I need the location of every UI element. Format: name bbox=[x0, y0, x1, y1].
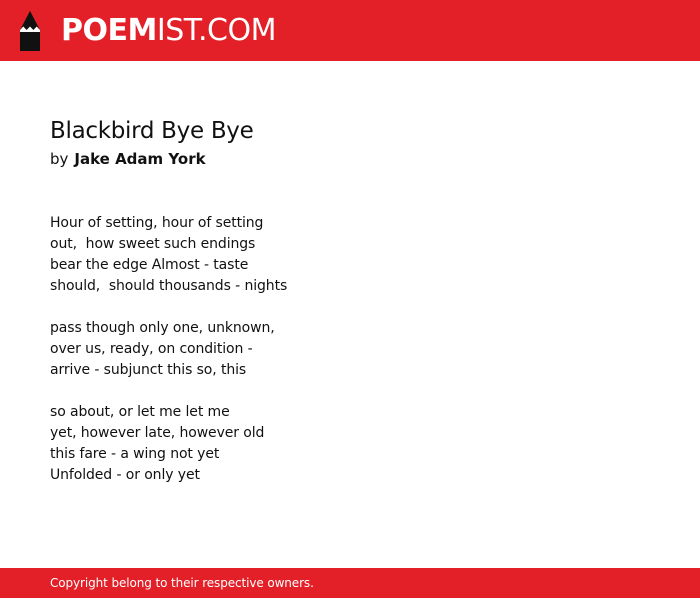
site-logo-link[interactable] bbox=[17, 9, 276, 53]
logo-light-text: IST.COM bbox=[156, 13, 276, 48]
poem-content bbox=[50, 116, 650, 507]
pencil-tip-icon bbox=[17, 10, 43, 52]
verse-line: yet, however late, however old bbox=[50, 425, 265, 441]
verse-line: this fare - a wing not yet bbox=[50, 446, 220, 462]
site-footer bbox=[0, 568, 700, 598]
verse-line: should, should thousands - nights bbox=[50, 278, 288, 294]
author-link[interactable]: Jake Adam York bbox=[74, 150, 206, 168]
stanza bbox=[50, 213, 650, 297]
verse-line: Unfolded - or only yet bbox=[50, 467, 200, 483]
poem-body bbox=[50, 213, 650, 486]
site-header bbox=[0, 0, 700, 61]
verse-line: over us, ready, on condition - bbox=[50, 341, 253, 357]
verse-line: so about, or let me let me bbox=[50, 404, 230, 420]
site-logo-text bbox=[61, 9, 276, 53]
verse-line: out, how sweet such endings bbox=[50, 236, 256, 252]
stanza bbox=[50, 318, 650, 381]
poem-byline bbox=[50, 147, 650, 171]
copyright-text: Copyright belong to their respective owners. bbox=[50, 576, 314, 590]
byline-prefix: by bbox=[50, 150, 69, 168]
poem-title: Blackbird Bye Bye bbox=[50, 118, 254, 144]
verse-line: bear the edge Almost - taste bbox=[50, 257, 249, 273]
verse-line: pass though only one, unknown, bbox=[50, 320, 275, 336]
verse-line: Hour of setting, hour of setting bbox=[50, 215, 264, 231]
stanza bbox=[50, 402, 650, 486]
verse-line: arrive - subjunct this so, this bbox=[50, 362, 247, 378]
logo-bold-text: POEM bbox=[61, 13, 157, 48]
